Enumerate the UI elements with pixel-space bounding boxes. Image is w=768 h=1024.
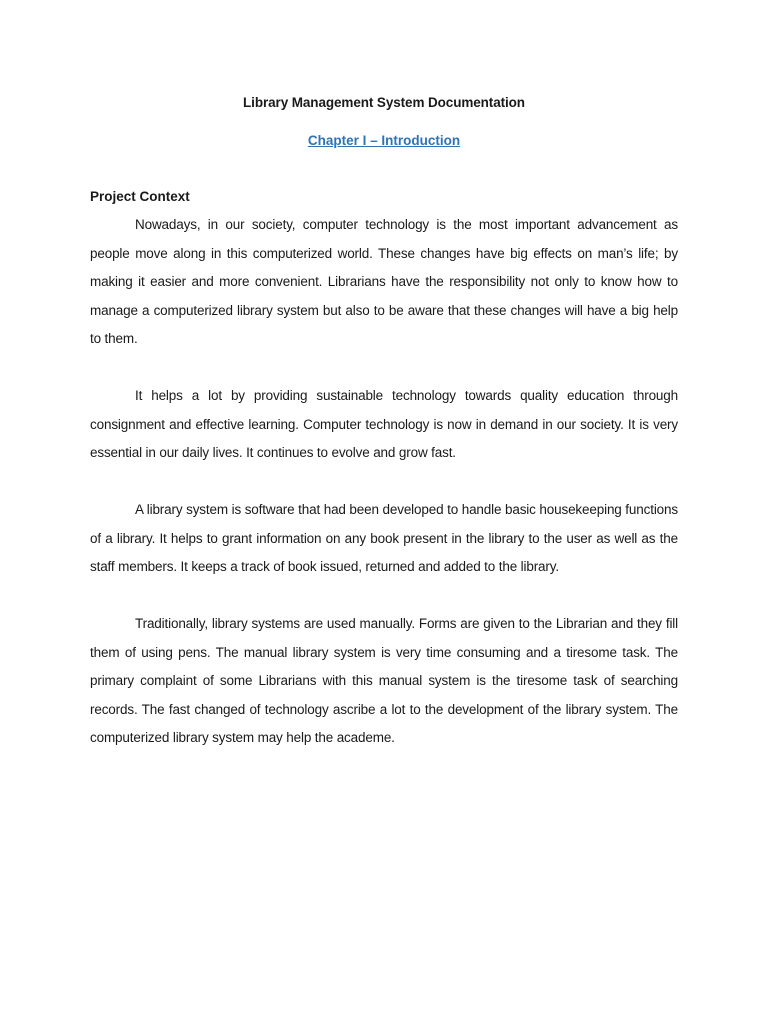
chapter-link[interactable]: Chapter I – Introduction bbox=[307, 133, 461, 148]
paragraph-4: Traditionally, library systems are used manually. Forms are given to the Librarian and they fill them of using pens. The manual library system is very time consuming and a tiresome task. The primary complaint of some Librarians with this manual system is the tiresome task of searching records. The fast changed of technology ascribe a lot to the development of the library system. The computerized library system may help the academe. bbox=[90, 616, 678, 745]
document-title: Library Management System Documentation bbox=[243, 95, 525, 110]
chapter-heading bbox=[0, 132, 768, 150]
body-text bbox=[90, 211, 678, 781]
section-heading: Project Context bbox=[90, 189, 190, 204]
paragraph-3: A library system is software that had been developed to handle basic housekeeping functions of a library. It helps to grant information on any book present in the library to the user as well as the staff members. It keeps a track of book issued, returned and added to the library. bbox=[90, 502, 678, 574]
paragraph-2: It helps a lot by providing sustainable technology towards quality education through consignment and effective learning. Computer technology is now in demand in our society. It is very essential in our daily lives. It continues to evolve and grow fast. bbox=[90, 388, 678, 460]
paragraph-1: Nowadays, in our society, computer technology is the most important advancement as people move along in this computerized world. These changes have big effects on man’s life; by making it easier and more convenient. Librarians have the responsibility not only to know how to manage a computerized library system but also to be aware that these changes will have a big help to them. bbox=[90, 217, 678, 346]
